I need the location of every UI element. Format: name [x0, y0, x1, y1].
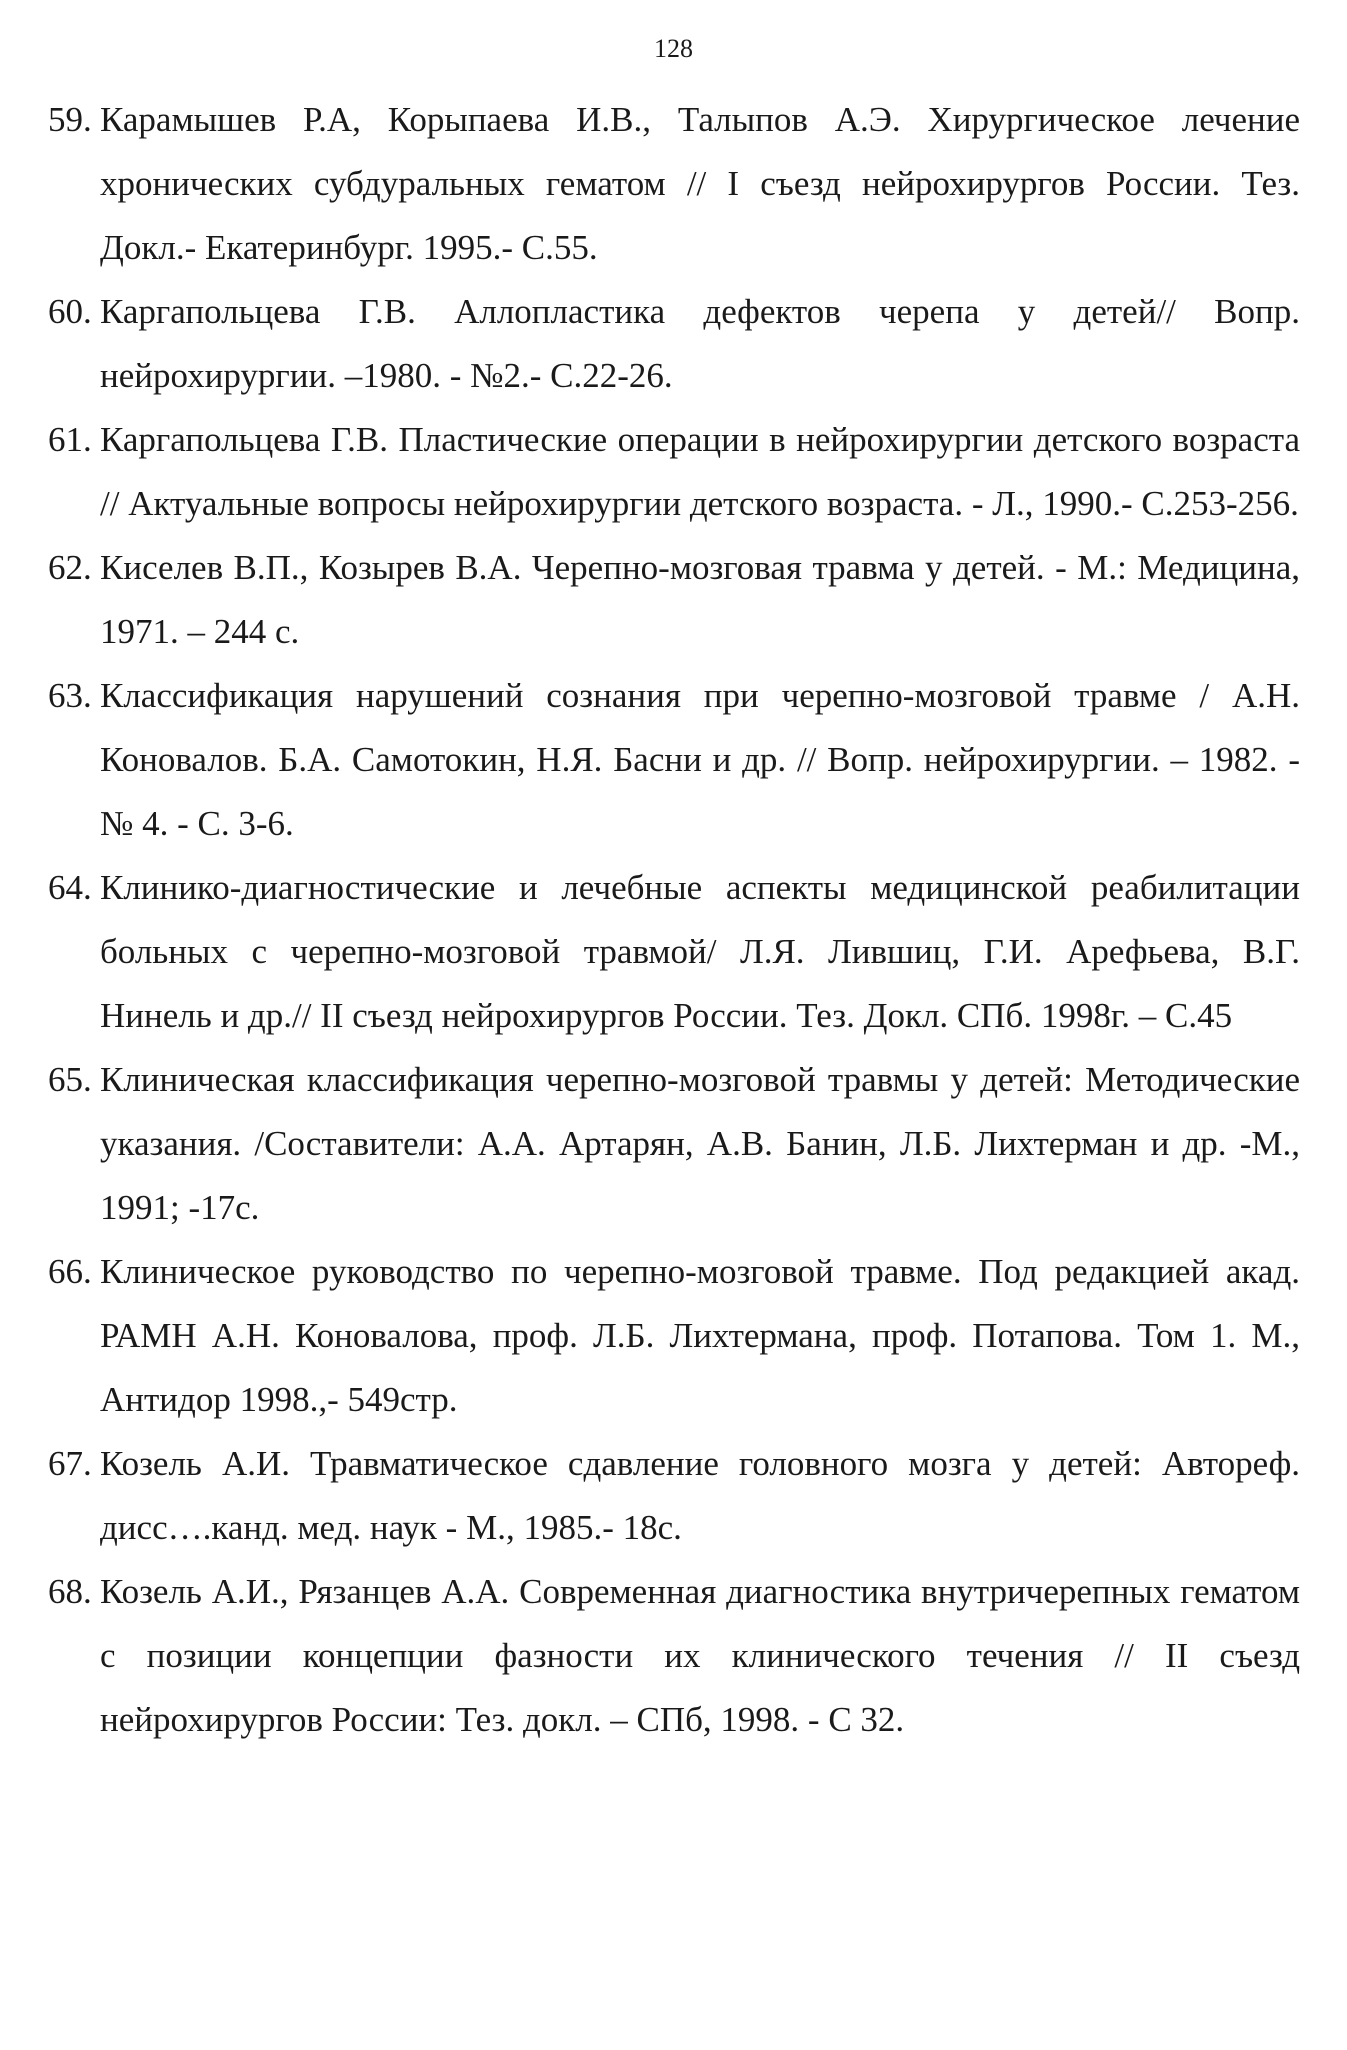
reference-item — [48, 664, 1300, 856]
reference-number: 63. — [48, 676, 92, 715]
reference-number: 64. — [48, 868, 92, 907]
reference-text: Карамышев Р.А, Корыпаева И.В., Талыпов А.Э. Хирургическое лечение хронических субдуральных гематом // I съезд нейрохирургов России. Тез. Докл.- Екатеринбург. 1995.- С.55. — [100, 100, 1300, 267]
reference-text: Клиническое руководство по черепно-мозговой травме. Под редакцией акад. РАМН А.Н. Коновалова, проф. Л.Б. Лихтермана, проф. Потапова. Том 1. М., Антидор 1998.,- 549стр. — [100, 1252, 1300, 1419]
reference-list — [48, 88, 1300, 1752]
reference-item — [48, 1240, 1300, 1432]
reference-item — [48, 1048, 1300, 1240]
reference-text: Классификация нарушений сознания при черепно-мозговой травме / А.Н. Коновалов. Б.А. Самотокин, Н.Я. Басни и др. // Вопр. нейрохирургии. – 1982. - № 4. - С. 3-6. — [100, 676, 1300, 843]
reference-text: Козель А.И. Травматическое сдавление головного мозга у детей: Автореф. дисс….канд. мед. наук - М., 1985.- 18с. — [100, 1444, 1300, 1547]
reference-number: 61. — [48, 420, 92, 459]
reference-text: Клиническая классификация черепно-мозговой травмы у детей: Методические указания. /Составители: А.А. Артарян, А.В. Банин, Л.Б. Лихтерман и др. -М., 1991; -17с. — [100, 1060, 1300, 1227]
reference-item — [48, 856, 1300, 1048]
reference-item — [48, 280, 1300, 408]
reference-item — [48, 536, 1300, 664]
reference-number: 66. — [48, 1252, 92, 1291]
reference-text: Киселев В.П., Козырев В.А. Черепно-мозговая травма у детей. - М.: Медицина, 1971. – 244 с. — [100, 548, 1300, 651]
reference-item — [48, 1560, 1300, 1752]
page-number: 128 — [654, 34, 693, 63]
reference-text: Козель А.И., Рязанцев А.А. Современная диагностика внутричерепных гематом с позиции концепции фазности их клинического течения // II съезд нейрохирургов России: Тез. докл. – СПб, 1998. - С 32. — [100, 1572, 1300, 1739]
reference-number: 67. — [48, 1444, 92, 1483]
reference-item — [48, 88, 1300, 280]
reference-text: Каргапольцева Г.В. Аллопластика дефектов черепа у детей// Вопр. нейрохирургии. –1980. - №2.- С.22-26. — [100, 292, 1300, 395]
reference-number: 65. — [48, 1060, 92, 1099]
reference-number: 62. — [48, 548, 92, 587]
reference-item — [48, 408, 1300, 536]
reference-text: Каргапольцева Г.В. Пластические операции в нейрохирургии детского возраста // Актуальные вопросы нейрохирургии детского возраста. - Л., 1990.- С.253-256. — [100, 420, 1300, 523]
reference-number: 59. — [48, 100, 92, 139]
reference-number: 68. — [48, 1572, 92, 1611]
reference-text: Клинико-диагностические и лечебные аспекты медицинской реабилитации больных с черепно-мозговой травмой/ Л.Я. Лившиц, Г.И. Арефьева, В.Г. Нинель и др.// II съезд нейрохирургов России. Тез. Докл. СПб. 1998г. – С.45 — [100, 868, 1300, 1035]
reference-number: 60. — [48, 292, 92, 331]
reference-item — [48, 1432, 1300, 1560]
